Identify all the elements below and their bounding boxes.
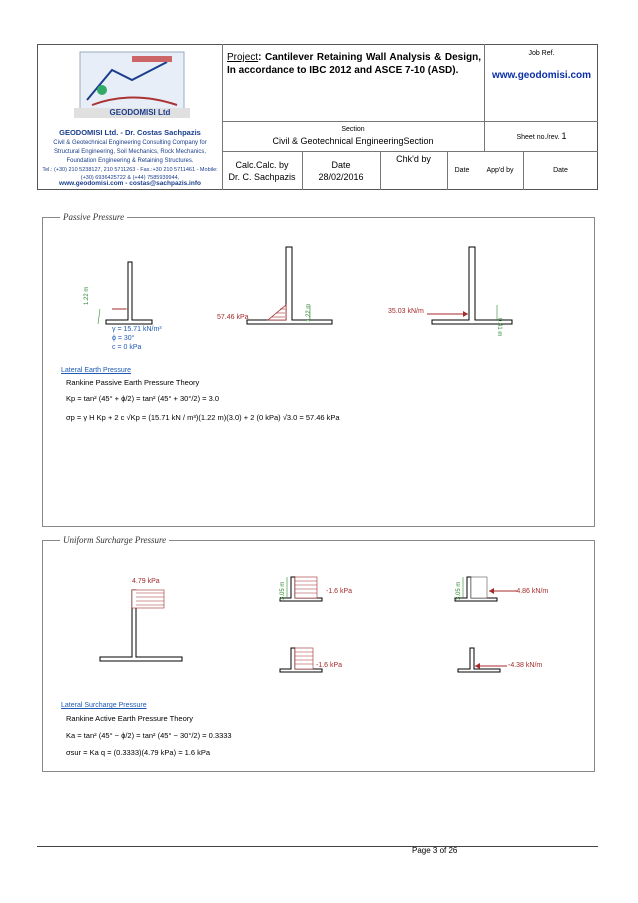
surcharge-force1: -4.86 kN/m — [514, 588, 549, 595]
surcharge-pressure1: -1.6 kPa — [326, 588, 353, 595]
passive-theory: Rankine Passive Earth Pressure Theory — [66, 378, 200, 387]
passive-phi: ϕ = 30° — [112, 335, 135, 342]
company-desc: Civil & Geotechnical Engineering Consulting Company for Structural Engineering, Soil Mechanics, Rock Mechanics, Foundation Engineering & Retaining Structures. — [53, 140, 207, 164]
company-name: GEODOMISI Ltd. - Dr. Costas Sachpazis — [59, 128, 201, 137]
surcharge-eq2: σsur = Ka q = (0.3333)(4.79 kPa) = 1.6 kPa — [66, 748, 211, 757]
passive-pressure-label: 57.46 kPa — [217, 314, 249, 321]
passive-wall-diagram-3 — [427, 247, 512, 324]
surcharge-theory: Rankine Active Earth Pressure Theory — [66, 714, 194, 723]
passive-wall-diagram-2 — [247, 247, 332, 324]
logo-text: GEODOMISI Ltd — [109, 108, 171, 117]
sheet-label: Sheet no./rev. — [516, 134, 560, 141]
surcharge-wall-diagram-1 — [100, 590, 182, 661]
website-link[interactable]: www.geodomisi.com — [491, 70, 592, 81]
calc-label: Calc.Calc. by — [235, 160, 289, 170]
surcharge-wall-diagram-5 — [458, 648, 507, 672]
section-value: Civil & Geotechnical EngineeringSection — [272, 136, 434, 146]
company-phone: Tel.: (+30) 210 5238127, 210 5711263 - Fax.:+30 210 5711461 - Mobile: (+30) 6936425722 & (+44) 7585939944, — [42, 167, 218, 181]
passive-eq2: σp = γ H Kp + 2 c √Kp = (15.71 kN / m³)(1.22 m)(3.0) + 2 (0 kPa) √3.0 = 57.46 kPa — [66, 413, 340, 422]
project-text: : Cantilever Retaining Wall Analysis & Design, In accordance to IBC 2012 and ASCE 7-10 (ASD). — [227, 52, 481, 76]
surcharge-wall-diagram-2 — [280, 577, 322, 601]
passive-eq1: Kp = tan² (45° + ϕ/2) = tan² (45° + 30°/2) = 3.0 — [66, 394, 220, 403]
date-label: Date — [331, 160, 351, 170]
date2-label: Date — [454, 167, 470, 174]
passive-title: Passive Pressure — [60, 212, 127, 222]
surcharge-wall-diagram-3 — [455, 577, 517, 601]
passive-cohesion: c = 0 kPa — [112, 344, 142, 351]
surcharge-pressure2: -1.6 kPa — [316, 662, 343, 669]
page-number: Page 3 of 26 — [412, 846, 458, 855]
appd-label: App'd by — [486, 167, 514, 174]
company-web: www.geodomisi.com - costas@sachpazis.info — [59, 180, 201, 187]
project-label: Project — [227, 52, 259, 63]
surcharge-load-label: 4.79 kPa — [132, 578, 160, 585]
section-label: Section — [341, 126, 365, 133]
date-value: 28/02/2016 — [318, 172, 364, 182]
surcharge-force2: -4.38 kN/m — [508, 662, 543, 669]
surcharge-section-head: Lateral Surcharge Pressure — [61, 702, 147, 709]
sheet-value: 1 — [561, 131, 567, 141]
passive-dim3: 0.41 m — [496, 318, 502, 337]
chkd-label: Chk'd by — [396, 154, 431, 164]
passive-dim1: 1.22 m — [84, 286, 90, 305]
passive-section-head: Lateral Earth Pressure — [61, 367, 132, 374]
calc-value: Dr. C. Sachpazis — [228, 172, 296, 182]
surcharge-eq1: Ka = tan² (45° − ϕ/2) = tan² (45° − 30°/2) = 0.3333 — [66, 731, 232, 740]
surcharge-dim2: 3.05 m — [456, 581, 462, 600]
sheet-number — [485, 131, 598, 141]
passive-dim2: 1.22 m — [306, 303, 312, 322]
date3-label: Date — [553, 167, 568, 174]
passive-diagrams — [42, 217, 595, 377]
job-ref-label: Job Ref. — [528, 50, 555, 57]
surcharge-title: Uniform Surcharge Pressure — [60, 535, 169, 545]
passive-gamma: γ = 15.71 kN/m³ — [112, 326, 162, 333]
footer-rule — [37, 846, 598, 847]
surcharge-dim1: 3.05 m — [280, 581, 286, 600]
passive-force-label: 35.03 kN/m — [388, 308, 424, 315]
project-description — [227, 51, 481, 77]
passive-wall-diagram-1 — [98, 262, 152, 324]
